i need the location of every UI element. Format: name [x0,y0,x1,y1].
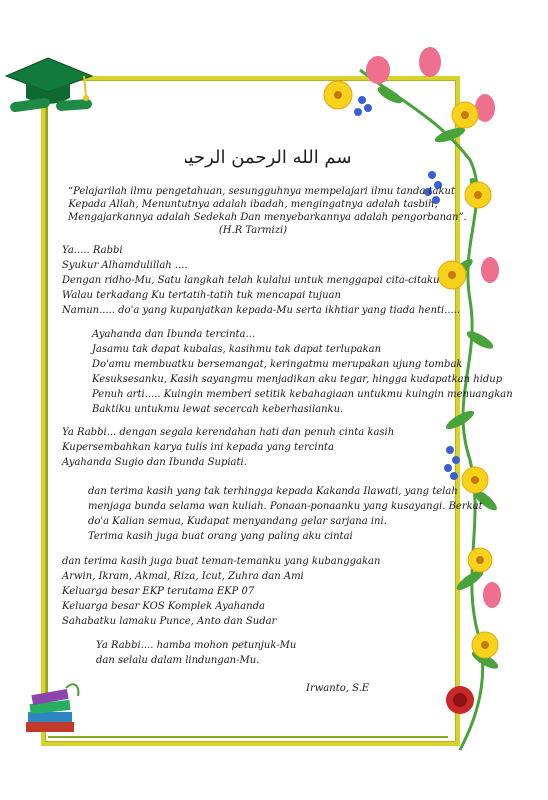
text-line: Kesuksesanku, Kasih sayangmu menjadikan aku tegar, hingga kudapatkan hidup [92,374,503,385]
text-line: dan terima kasih yang tak terhingga kepada Kakanda Ilawati, yang telah [88,486,458,497]
text-line: menjaga bunda selama wan kuliah. Ponaan-ponaanku yang kusayangi. Berkat [88,501,483,512]
text-line: Terima kasih juga buat orang yang paling aku cintai [88,531,353,542]
quote-line: Mengajarkannya adalah Sedekah Dan menyebarkannya adalah pengorbanan”. [68,212,467,223]
text-line: Do'amu membuatku bersemangat, keringatmu merupakan ujung tombak [92,359,463,370]
graduation-cap-icon [4,56,94,120]
dedication-friends [62,554,380,629]
signature: Irwanto, S.E [306,683,370,694]
hadith-quote [68,185,467,237]
closing-prayer [96,638,296,668]
text-line: Ya Rabbi... dengan segala kerendahan hati dan penuh cinta kasih [62,427,395,438]
text-line: Keluarga besar EKP terutama EKP 07 [62,586,255,597]
text-line: Jasamu tak dapat kubalas, kasihmu tak dapat terlupakan [92,344,382,355]
books-stack-icon [22,682,82,742]
text-line: Walau terkadang Ku tertatih-tatih tuk mencapai tujuan [62,290,341,301]
dedication-opening [62,243,460,318]
quote-line: “Pelajarilah ilmu pengetahuan, sesungguhnya mempelajari ilmu tanda takut [68,186,456,197]
text-line: Keluarga besar KOS Komplek Ayahanda [62,601,265,612]
text-line: Sahabatku lamaku Punce, Anto dan Sudar [62,616,277,627]
text-line: Kupersembahkan karya tulis ini kepada yang tercinta [62,442,334,453]
dedication-family [88,484,483,544]
text-line: Penuh arti..... Kuingin memberi setitik kebahagiaan untukmu kuingin menuangkan [92,389,513,400]
border-inner-line-left [46,80,48,732]
quote-source: (H.R Tarmizi) [218,225,288,236]
text-line: do'a Kalian semua, Kudapat menyandang gelar sarjana ini. [88,516,387,527]
bismillah-calligraphy [185,135,350,175]
text-line: Dengan ridho-Mu, Satu langkah telah kulalui untuk menggapai cita-citaku [62,275,440,286]
dedication-parents [92,327,513,417]
quote-line: Kepada Allah, Menuntutnya adalah ibadah, mengingatnya adalah tasbih, [68,199,438,210]
text-line: Ayahanda dan Ibunda tercinta... [92,329,256,340]
text-line: Namun..... do'a yang kupanjatkan kepada-Mu serta ikhtiar yang tiada henti..... [62,305,461,316]
text-line: Arwin, Ikram, Akmal, Riza, Icut, Zuhra dan Ami [62,571,304,582]
text-line: dan terima kasih juga buat teman-temanku yang kubanggakan [62,556,381,567]
text-line: dan selalu dalam lindungan-Mu. [96,655,260,666]
dedication-offering [62,425,394,470]
bismillah-text: بسم الله الرحمن الرحيم [185,147,350,168]
text-line: Ya Rabbi.... hamba mohon petunjuk-Mu [96,640,297,651]
text-line: Ya..... Rabbi [62,245,123,256]
text-line: Baktiku untukmu lewat secercah keberhasilanku. [92,404,344,415]
text-line: Syukur Alhamdulillah .... [62,260,188,271]
text-line: Ayahanda Sugio dan Ibunda Supiati. [62,457,247,468]
